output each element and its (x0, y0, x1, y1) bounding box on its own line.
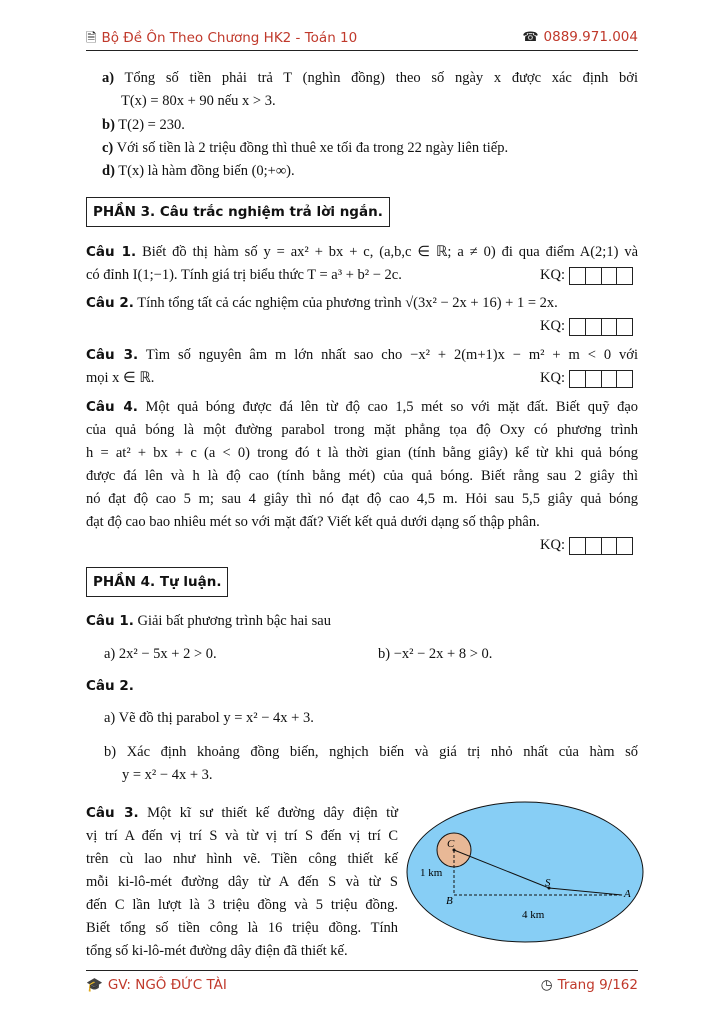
part4-q3-label: Câu 3. (86, 805, 139, 821)
kq-label: KQ: (540, 370, 565, 386)
footer-page: Trang 9/162 (557, 977, 638, 993)
graduation-cap-icon: 🎓 (86, 977, 103, 993)
part3-q1-line2: có đỉnh I(1;−1). Tính giá trị biểu thức T = a³ + b² − 2c. (86, 267, 402, 283)
prev-item-c-label: c) (102, 140, 114, 156)
prev-item-d (102, 162, 295, 180)
page-footer (86, 970, 638, 997)
part3-q3-line2: mọi x ∈ ℝ. (86, 370, 155, 386)
header-phone-group (522, 29, 638, 45)
page-header (86, 28, 638, 51)
footer-author-group (86, 977, 227, 993)
part4-q1a-label: a) (104, 646, 116, 662)
header-title: Bộ Đề Ôn Theo Chương HK2 - Toán 10 (101, 30, 358, 46)
part3-q2-line1 (86, 294, 558, 312)
part4-q3-line5: đến C lần lượt là 3 triệu đồng và 5 triệu đồng. (86, 897, 398, 913)
part4-q3-line3: trên cù lao như hình vẽ. Tiền công thiết kế (86, 851, 398, 867)
part3-q2-text1: Tính tổng tất cả các nghiệm của phương trình √(3x² − 2x + 16) + 1 = 2x. (137, 295, 558, 311)
part4-q2-label: Câu 2. (86, 678, 134, 694)
prev-item-d-text: T(x) là hàm đồng biến (0;+∞). (118, 163, 295, 179)
label-s: S (545, 877, 551, 889)
label-4km: 4 km (522, 909, 545, 921)
header-phone: 0889.971.004 (543, 29, 638, 45)
label-1km: 1 km (420, 867, 443, 879)
part4-q2a (104, 709, 314, 727)
kq-label: KQ: (540, 537, 565, 553)
label-b: B (446, 895, 453, 907)
phone-icon: ☎ (522, 30, 539, 45)
part4-q2b-text1: Xác định khoảng đồng biến, nghịch biến và giá trị nhỏ nhất của hàm số (126, 744, 638, 760)
part4-q3-line2: vị trí A đến vị trí S và từ vị trí S đến vị trí C (86, 828, 398, 844)
part3-q3-text1: Tìm số nguyên âm m lớn nhất sao cho −x² + 2(m+1)x − m² + m < 0 với (145, 347, 638, 363)
prev-item-a-line2: T(x) = 80x + 90 nếu x > 3. (121, 93, 276, 109)
label-a: A (624, 888, 631, 900)
part3-q4-line1 (86, 398, 638, 416)
part3-q4-answer (540, 536, 633, 555)
footer-author: GV: NGÔ ĐỨC TÀI (107, 977, 227, 993)
part3-q4-line6: đạt độ cao bao nhiêu mét so với mặt đất? Viết kết quả dưới dạng số thập phân. (86, 514, 540, 530)
part4-q3-line1 (86, 804, 398, 822)
answer-boxes[interactable] (569, 318, 633, 336)
part4-q1-label: Câu 1. (86, 613, 134, 629)
answer-boxes[interactable] (569, 370, 633, 388)
label-c: C (447, 838, 455, 850)
part4-q1 (86, 612, 331, 630)
part3-q2-label: Câu 2. (86, 295, 134, 311)
kq-label: KQ: (540, 318, 565, 334)
part3-q3-line1 (86, 346, 638, 364)
part4-q1a-text: 2x² − 5x + 2 > 0. (118, 646, 217, 662)
header-title-group (86, 29, 357, 51)
part4-q1b-text: −x² − 2x + 8 > 0. (393, 646, 493, 662)
answer-boxes[interactable] (569, 537, 633, 555)
part3-q4-line3: h = at² + bx + c (a < 0) trong đó t là thời gian (tính bằng giây) kể từ khi quả bóng (86, 445, 638, 461)
part4-q2b-line2: y = x² − 4x + 3. (122, 767, 213, 783)
prev-item-b-label: b) (102, 117, 115, 133)
part3-q4-line4: được đá lên và h là độ cao (tính bằng mét) của quả bóng. Biết rằng sau 2 giây thì (86, 468, 638, 484)
answer-boxes[interactable] (569, 267, 633, 285)
part3-q1-answer (540, 266, 633, 285)
part3-q1-label: Câu 1. (86, 244, 137, 260)
prev-item-c (102, 139, 508, 157)
island-ellipse (407, 802, 643, 942)
island-figure (400, 800, 650, 960)
part4-q1b-label: b) (378, 646, 391, 662)
part4-q2a-text: Vẽ đồ thị parabol y = x² − 4x + 3. (118, 710, 314, 726)
part4-title: PHẦN 4. Tự luận. (86, 567, 228, 597)
part3-title: PHẦN 3. Câu trắc nghiệm trả lời ngắn. (86, 197, 390, 227)
part4-q1b (378, 645, 492, 663)
part3-q2-answer (540, 317, 633, 336)
part4-q3-line7: tổng số ki-lô-mét đường dây điện đã thiết kế. (86, 943, 348, 959)
part3-q1-text1: Biết đồ thị hàm số y = ax² + bx + c, (a,b,c ∈ ℝ; a ≠ 0) đi qua điểm A(2;1) và (142, 244, 639, 260)
part4-q3-text1: Một kĩ sư thiết kế đường dây điện từ (147, 805, 398, 821)
part4-q2 (86, 677, 134, 695)
prev-item-a-line1 (102, 69, 638, 87)
part3-q4-line5: nó đạt độ cao 5 m; sau 4 giây thì nó đạt độ cao 4,5 m. Hỏi sau 5,5 giây quả bóng (86, 491, 638, 507)
document-icon: 🗎 (86, 31, 97, 46)
part3-q3-label: Câu 3. (86, 347, 139, 363)
part3-q4-label: Câu 4. (86, 399, 138, 415)
part4-q3-line6: Biết tổng số tiền công là 16 triệu đồng. Tính (86, 920, 398, 936)
part4-q2b-label: b) (104, 744, 117, 760)
clock-icon: ◷ (540, 977, 553, 993)
part4-q2b-line1 (104, 743, 638, 761)
part3-q1-line1 (86, 243, 638, 261)
prev-item-c-text: Với số tiền là 2 triệu đồng thì thuê xe tối đa trong 22 ngày liên tiếp. (116, 140, 509, 156)
part3-q4-text1: Một quả bóng được đá lên từ độ cao 1,5 mét so với mặt đất. Biết quỹ đạo (145, 399, 639, 415)
prev-item-a-text1: Tổng số tiền phải trả T (nghìn đồng) theo số ngày x được xác định bởi (124, 70, 638, 86)
prev-item-b (102, 116, 185, 134)
part4-q3-line4: mỗi ki-lô-mét đường dây từ A đến S và từ S (86, 874, 398, 890)
kq-label: KQ: (540, 267, 565, 283)
part4-q2a-label: a) (104, 710, 116, 726)
part4-q1a (104, 645, 217, 663)
part3-q4-line2: của quả bóng là một đường parabol trong mặt phẳng tọa độ Oxy có phương trình (86, 422, 638, 438)
prev-item-a-label: a) (102, 70, 115, 86)
prev-item-d-label: d) (102, 163, 115, 179)
part3-q3-answer (540, 369, 633, 388)
part4-q1-text: Giải bất phương trình bậc hai sau (137, 613, 331, 629)
prev-item-b-text: T(2) = 230. (118, 117, 185, 133)
footer-page-group (541, 977, 638, 993)
